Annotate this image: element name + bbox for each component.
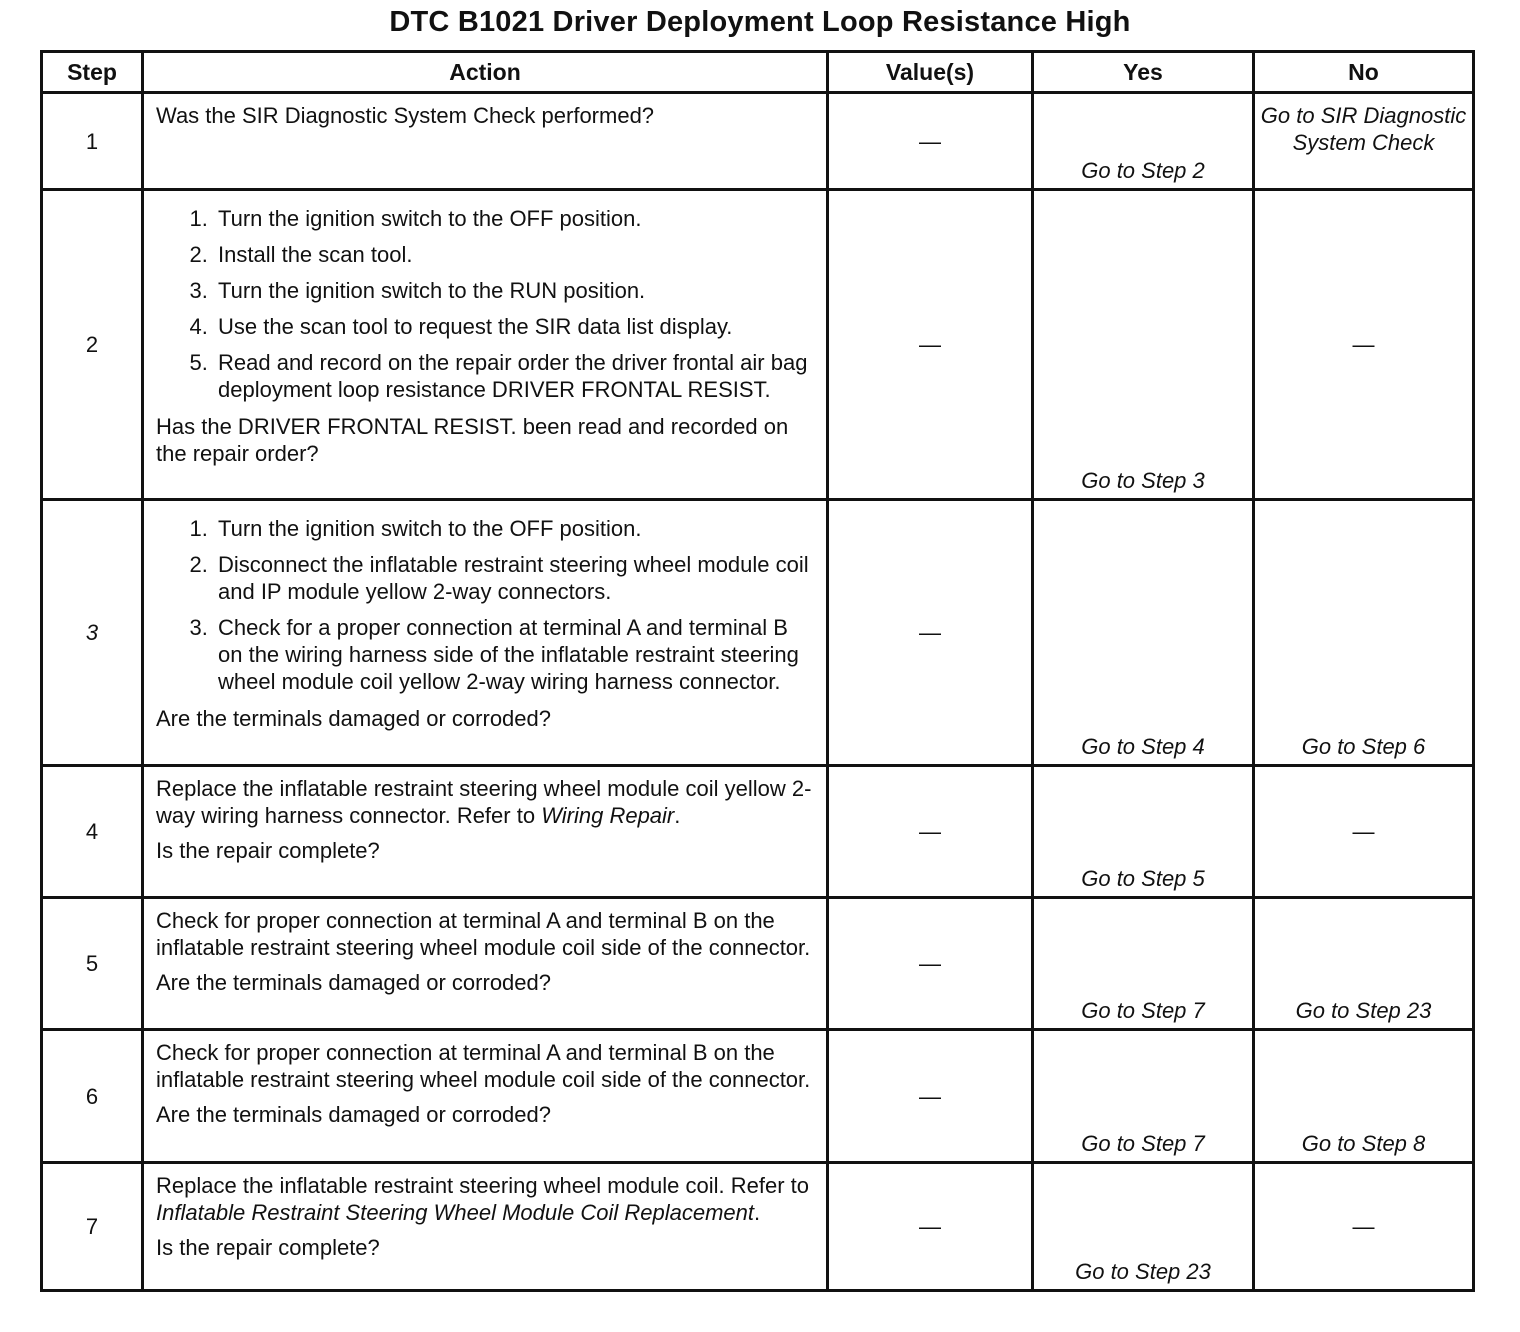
action-cell (143, 500, 828, 766)
action-text: Check for proper connection at terminal A and terminal B on the inflatable restraint steering wheel module coil side of the connector. (156, 1040, 811, 1092)
table-row (42, 500, 1474, 766)
substep: 2. Disconnect the inflatable restraint steering wheel module coil and IP module yellow 2-way connectors. (214, 551, 814, 605)
substep: 3. Turn the ignition switch to the RUN position. (214, 277, 814, 304)
yes-cell: Go to Step 7 (1033, 1030, 1254, 1163)
action-substeps (156, 515, 814, 695)
yes-cell: Go to Step 7 (1033, 898, 1254, 1030)
yes-cell: Go to Step 23 (1033, 1163, 1254, 1291)
yes-cell: Go to Step 3 (1033, 190, 1254, 500)
table-row (42, 898, 1474, 1030)
action-cell (143, 1030, 828, 1163)
action-question: Is the repair complete? (156, 838, 380, 863)
column-header-yes: Yes (1033, 52, 1254, 93)
value-cell: — (828, 190, 1033, 500)
reference-link-text: Inflatable Restraint Steering Wheel Module Coil Replacement (156, 1200, 754, 1225)
no-cell: Go to Step 6 (1254, 500, 1474, 766)
column-header-step: Step (42, 52, 143, 93)
table-row (42, 766, 1474, 898)
table-row (42, 1030, 1474, 1163)
action-substeps (156, 205, 814, 403)
action-question: Has the DRIVER FRONTAL RESIST. been read and recorded on the repair order? (156, 414, 789, 466)
column-header-action: Action (143, 52, 828, 93)
no-cell: — (1254, 190, 1474, 500)
value-cell: — (828, 898, 1033, 1030)
substep: 2. Install the scan tool. (214, 241, 814, 268)
value-cell: — (828, 500, 1033, 766)
action-question: Are the terminals damaged or corroded? (156, 1102, 551, 1127)
yes-cell: Go to Step 2 (1033, 93, 1254, 190)
action-text: Check for proper connection at terminal A and terminal B on the inflatable restraint steering wheel module coil side of the connector. (156, 908, 811, 960)
action-question: Are the terminals damaged or corroded? (156, 706, 551, 731)
step-number: 3 (42, 500, 143, 766)
step-number: 2 (42, 190, 143, 500)
action-text (156, 775, 814, 829)
step-number: 1 (42, 93, 143, 190)
action-cell (143, 93, 828, 190)
value-cell: — (828, 1163, 1033, 1291)
no-cell (1254, 93, 1474, 190)
step-number: 4 (42, 766, 143, 898)
action-question: Was the SIR Diagnostic System Check performed? (156, 103, 655, 128)
action-question: Is the repair complete? (156, 1235, 380, 1260)
page-title: DTC B1021 Driver Deployment Loop Resistance High (389, 6, 1131, 38)
substep: 5. Read and record on the repair order the driver frontal air bag deployment loop resistance DRIVER FRONTAL RESIST. (214, 349, 814, 403)
value-cell: — (828, 93, 1033, 190)
step-number: 5 (42, 898, 143, 1030)
yes-cell: Go to Step 5 (1033, 766, 1254, 898)
action-text (156, 1172, 814, 1226)
diagnostic-table (40, 50, 1475, 1292)
value-cell: — (828, 766, 1033, 898)
step-number: 6 (42, 1030, 143, 1163)
no-cell: — (1254, 1163, 1474, 1291)
table-row (42, 93, 1474, 190)
no-text: Go to (1260, 103, 1321, 128)
substep: 4. Use the scan tool to request the SIR data list display. (214, 313, 814, 340)
action-cell (143, 898, 828, 1030)
no-cell: Go to Step 8 (1254, 1030, 1474, 1163)
action-cell (143, 766, 828, 898)
action-question: Are the terminals damaged or corroded? (156, 970, 551, 995)
table-row (42, 190, 1474, 500)
action-text-main: Replace the inflatable restraint steering wheel module coil. Refer to (156, 1173, 810, 1198)
no-cell: — (1254, 766, 1474, 898)
substep: 1. Turn the ignition switch to the OFF position. (214, 205, 814, 232)
column-header-no: No (1254, 52, 1474, 93)
substep: 3. Check for a proper connection at terminal A and terminal B on the wiring harness side of the inflatable restraint steering wheel module coil yellow 2-way wiring harness connector. (214, 614, 814, 695)
action-text-main: Replace the inflatable restraint steering wheel module coil yellow 2-way wiring harness connector. Refer to (156, 776, 812, 828)
no-link-text: SIR Diagnostic System Check (1292, 103, 1467, 155)
column-header-values: Value(s) (828, 52, 1033, 93)
value-cell: — (828, 1030, 1033, 1163)
action-cell (143, 1163, 828, 1291)
table-row (42, 1163, 1474, 1291)
action-cell (143, 190, 828, 500)
reference-link-text: Wiring Repair (541, 803, 675, 828)
action-text-end: . (753, 1200, 761, 1225)
no-cell: Go to Step 23 (1254, 898, 1474, 1030)
header-row (42, 52, 1474, 93)
yes-cell: Go to Step 4 (1033, 500, 1254, 766)
action-text-end: . (674, 803, 681, 828)
substep: 1. Turn the ignition switch to the OFF position. (214, 515, 814, 542)
step-number: 7 (42, 1163, 143, 1291)
